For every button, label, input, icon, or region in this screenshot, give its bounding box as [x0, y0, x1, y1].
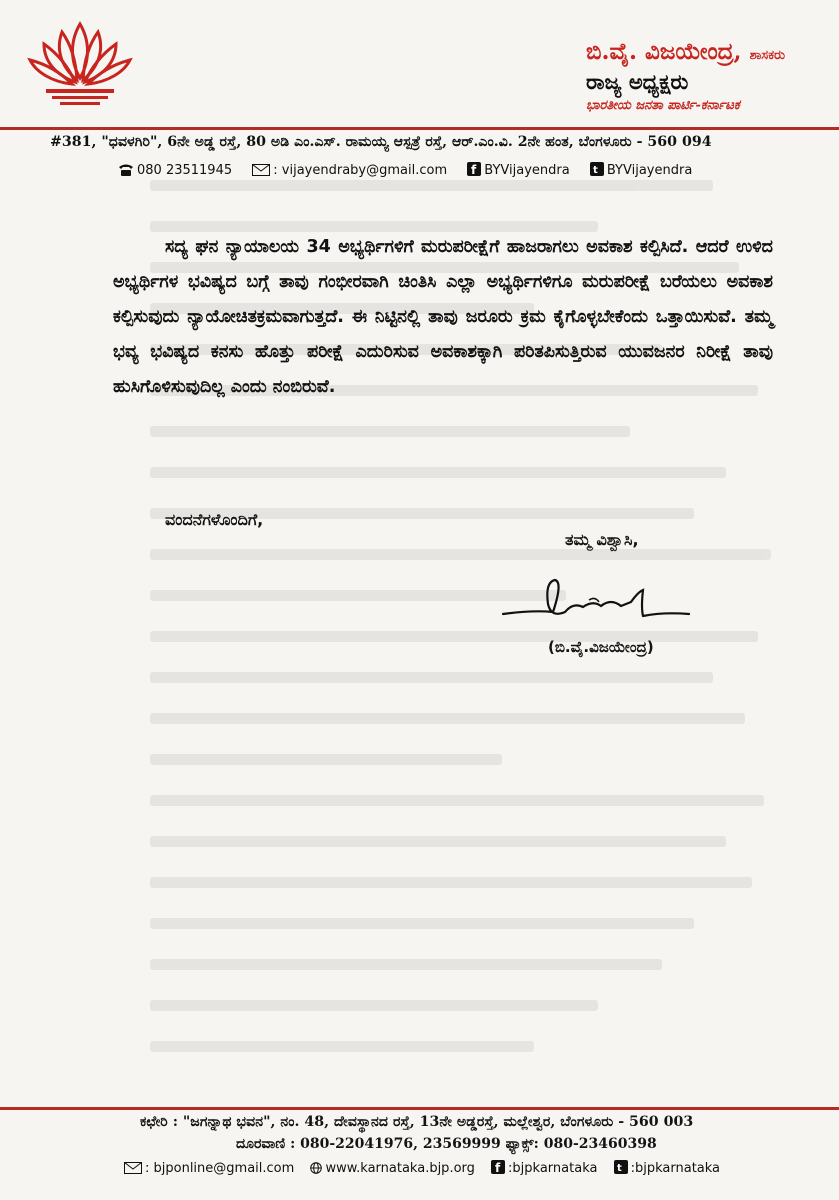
- footer-divider: [0, 1107, 839, 1110]
- facebook-icon: [491, 1160, 505, 1174]
- lotus-logo: [20, 16, 140, 116]
- mail-icon: [252, 164, 270, 176]
- leader-designation: ಶಾಸಕರು: [749, 48, 786, 63]
- header-divider: [0, 127, 839, 130]
- footer-office-address: ಕಛೇರಿ : "ಜಗನ್ನಾಥ ಭವನ", ನಂ. 48, ದೇವಸ್ಥಾನದ ರಸ್ತೆ, 13ನೇ ಅಡ್ಡರಸ್ತೆ, ಮಲ್ಲೇಶ್ವರ, ಬೆಂಗಳೂರು - 560 003: [140, 1114, 694, 1130]
- phone-icon: [118, 163, 134, 176]
- footer-facebook-handle: :bjpkarnataka: [508, 1161, 598, 1176]
- footer-twitter: [614, 1161, 720, 1176]
- facebook-handle: BYVijayendra: [484, 163, 570, 178]
- facebook-contact: [467, 163, 574, 178]
- header-address: #381, "ಧವಳಗಿರಿ", 6ನೇ ಅಡ್ಡ ರಸ್ತೆ, 80 ಅಡಿ ಎಂ.ಎಸ್. ರಾಮಯ್ಯ ಆಸ್ಪತ್ರೆ ರಸ್ತೆ, ಆರ್.ಎಂ.ವಿ. 2ನೇ ಹಂತ, ಬೆಂಗಳೂರು - 560 094: [50, 134, 712, 150]
- header-contacts: [118, 162, 818, 178]
- mail-icon: [124, 1162, 142, 1174]
- svg-text:f: f: [471, 163, 477, 176]
- footer-phone-fax: ದೂರವಾಣಿ : 080-22041976, 23569999 ಫ್ಯಾಕ್ಸ್: 080-23460398: [236, 1136, 657, 1152]
- footer-email-address: bjponline@gmail.com: [153, 1161, 295, 1176]
- globe-icon: [310, 1162, 322, 1174]
- letter-body: [113, 230, 773, 405]
- leader-name: [586, 38, 836, 65]
- phone-contact: [118, 163, 236, 178]
- facebook-icon: [467, 162, 481, 176]
- signature: [493, 572, 693, 632]
- twitter-contact: [590, 163, 692, 178]
- footer-website: [310, 1161, 479, 1176]
- signatory-name: (ಬಿ.ವೈ.ವಿಜಯೇಂದ್ರ): [548, 638, 654, 656]
- party-name: ಭಾರತೀಯ ಜನತಾ ಪಾರ್ಟಿ-ಕರ್ನಾಟಕ: [586, 98, 740, 113]
- twitter-icon: [614, 1160, 628, 1174]
- leader-title: ರಾಜ್ಯ ಅಧ್ಯಕ್ಷರು: [586, 69, 689, 94]
- body-paragraph: ಸದ್ಯ ಘನ ನ್ಯಾಯಾಲಯ 34 ಅಭ್ಯರ್ಥಿಗಳಿಗೆ ಮರುಪರೀಕ್ಷೆಗೆ ಹಾಜರಾಗಲು ಅವಕಾಶ ಕಲ್ಪಿಸಿದೆ. ಆದರೆ ಉಳಿದ ಅಭ್ಯರ್ಥಿಗಳ ಭವಿಷ್ಯದ ಬಗ್ಗೆ ತಾವು ಗಂಭೀರವಾಗಿ ಚಿಂತಿಸಿ ಎಲ್ಲಾ ಅಭ್ಯರ್ಥಿಗಳಿಗೂ ಮರುಪರೀಕ್ಷೆ ಬರೆಯಲು ಅವಕಾಶ ಕಲ್ಪಿಸುವುದು ನ್ಯಾಯೋಚಿತಕ್ರಮವಾಗುತ್ತದೆ. ಈ ನಿಟ್ಟಿನಲ್ಲಿ ತಾವು ಜರೂರು ಕ್ರಮ ಕೈಗೊಳ್ಳಬೇಕೆಂದು ಒತ್ತಾಯಿಸುವೆ. ತಮ್ಮ ಭವ್ಯ ಭವಿಷ್ಯದ ಕನಸು ಹೊತ್ತು ಪರೀಕ್ಷೆ ಎದುರಿಸುವ ಅವಕಾಶಕ್ಕಾಗಿ ಪರಿತಪಿಸುತ್ತಿರುವ ಯುವಜನರ ನಿರೀಕ್ಷೆ ತಾವು ಹುಸಿಗೊಳಿಸುವುದಿಲ್ಲ ಎಂದು ನಂಬಿರುವೆ.: [113, 237, 773, 397]
- twitter-handle: BYVijayendra: [606, 163, 693, 178]
- footer-website-url: www.karnataka.bjp.org: [325, 1161, 475, 1176]
- salutation: ವಂದನೆಗಳೊಂದಿಗೆ,: [165, 510, 264, 529]
- closing: ತಮ್ಮ ವಿಶ್ವಾಸಿ,: [565, 530, 639, 549]
- footer-facebook: [491, 1161, 602, 1176]
- footer-twitter-handle: :bjpkarnataka: [630, 1161, 721, 1176]
- twitter-icon: [590, 162, 604, 176]
- svg-text:f: f: [495, 1161, 501, 1174]
- svg-text:t: t: [592, 165, 598, 176]
- footer-email: : bjponline@gmail.com: [124, 1161, 298, 1176]
- footer-contacts: [124, 1160, 732, 1176]
- phone-number: 080 23511945: [137, 163, 233, 178]
- letterhead-identity: [586, 38, 836, 113]
- svg-text:t: t: [616, 1163, 622, 1174]
- email-address: vijayendraby@gmail.com: [281, 163, 448, 178]
- email-contact: : vijayendraby@gmail.com: [252, 163, 451, 178]
- leader-name-text: ಬಿ.ವೈ. ವಿಜಯೇಂದ್ರ,: [586, 38, 742, 65]
